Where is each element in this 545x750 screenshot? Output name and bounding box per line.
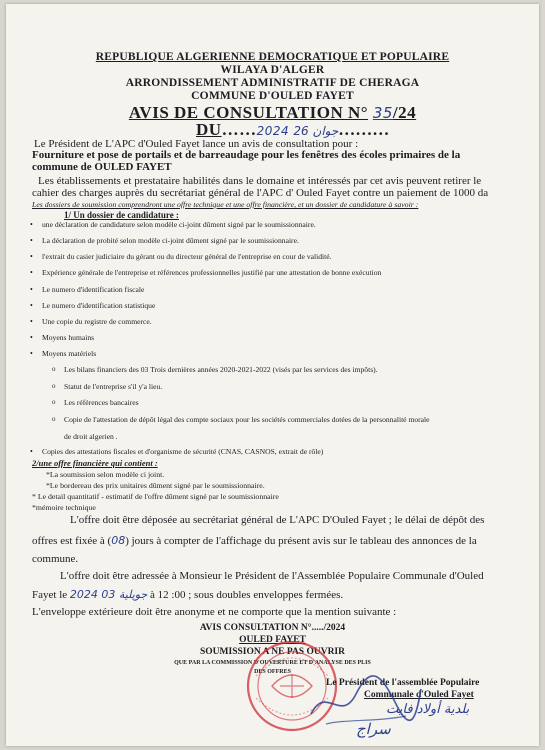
para2-line-2b: ) jours à compter de l'affichage du présent avis sur le tableau des annonces de la bbox=[125, 535, 477, 547]
section1-title: 1/ Un dossier de candidature : bbox=[64, 210, 179, 220]
signature-title-1: Le Président de l'assemblée Populaire bbox=[326, 678, 480, 688]
para3-line-2 bbox=[32, 588, 343, 601]
list-item: • Moyens matériels bbox=[42, 349, 96, 358]
para2-line-1: L'offre doit être déposée au secrétariat général de L'APC D'Ouled Fayet ; le délai de dépôt des bbox=[70, 514, 485, 526]
object-line-2: commune de OULED FAYET bbox=[32, 161, 172, 173]
title-number: 35 bbox=[372, 104, 393, 122]
para3-line-1: L'offre doit être adressée à Monsieur le Président de l'Assemblée Populaire Communale d'Ouled bbox=[60, 570, 484, 582]
sub-list-item: o Statut de l'entreprise s'il y'a lieu. bbox=[64, 382, 162, 391]
mention-line-1: AVIS CONSULTATION N°...../2024 bbox=[199, 623, 346, 633]
offer-item: * Le detail quantitatif - estimatif de l'offre dûment signé par le soumissionnaire bbox=[32, 492, 279, 501]
offer-item: *Le bordereau des prix unitaires dûment signé par le soumissionnaire. bbox=[46, 481, 265, 490]
header-commune: COMMUNE D'OULED FAYET bbox=[191, 90, 354, 102]
para3-line-2a: Fayet le bbox=[32, 589, 68, 601]
header-arrondissement: ARRONDISSEMENT ADMINISTRATIF DE CHERAGA bbox=[125, 77, 420, 89]
handwritten-signature bbox=[306, 664, 426, 734]
mention-line-4: QUE PAR LA COMMISSION D'OUVERTURE ET D'ANALYSE DES PLIS bbox=[174, 660, 371, 666]
intro-text: Le Président de L'APC d'Ouled Fayet lance un avis de consultation pour : bbox=[34, 138, 359, 150]
object-line-1: Fourniture et pose de portails et de barreaudage pour les fenêtres des écoles primaires de la bbox=[32, 149, 461, 161]
signature-title-2: Communale d'Ouled Fayet bbox=[364, 690, 474, 700]
mention-line-5: DES OFFRES bbox=[254, 669, 291, 675]
document-page bbox=[6, 4, 539, 746]
para3-line-2b: à 12 :00 ; sous doubles enveloppes fermées. bbox=[150, 589, 344, 601]
header-republic: REPUBLIQUE ALGERIENNE DEMOCRATIQUE ET POPULAIRE bbox=[95, 51, 450, 63]
mention-line-2: OULED FAYET bbox=[239, 635, 306, 645]
para2-line-3: commune. bbox=[32, 553, 79, 565]
signature-arabic-name: سراج bbox=[356, 720, 391, 738]
list-item: • Copies des attestations fiscales et d'organisme de sécurité (CNAS, CASNOS, extrait de rôle) bbox=[42, 447, 323, 456]
offer-item: *La soumission selon modèle ci joint. bbox=[46, 470, 165, 479]
list-item: • l'extrait du casier judiciaire du gérant ou du directeur général de l'entreprise en cour de validité. bbox=[42, 252, 332, 261]
para2-line-2a: offres est fixée à ( bbox=[32, 535, 112, 547]
title-du-dots: …… bbox=[221, 120, 257, 139]
list-item: • Le numero d'identification fiscale bbox=[42, 285, 144, 294]
header-wilaya: WILAYA D'ALGER bbox=[220, 64, 325, 76]
title-du: DU bbox=[196, 120, 222, 139]
list-item: • Expérience générale de l'entreprise et références professionnelles justifié par une attestation de bonne exécution bbox=[42, 268, 381, 277]
para1-line-2: cahier des charges auprès du secrétariat général de l'APC d' Ouled Fayet contre un paiement de 1000 da bbox=[32, 187, 489, 199]
deadline-days: 08 bbox=[111, 534, 126, 547]
dossier-note: Les dossiers de soumission comprendront une offre technique et une offre financière, et un dossier de candidature à savoir : bbox=[32, 200, 419, 209]
list-item: • La déclaration de probité selon modèle ci-joint dûment signé par le soumissionnaire. bbox=[42, 236, 299, 245]
title-prefix: AVIS DE CONSULTATION N° bbox=[128, 103, 369, 122]
sub-list-item-continuation: de droit algerien . bbox=[64, 432, 118, 441]
deposit-date: 2024 جويلية 03 bbox=[69, 588, 148, 601]
signature-arabic-commune: بلدية أولاد فايت bbox=[386, 702, 470, 717]
title-du-trail: ……… bbox=[338, 120, 390, 139]
title-date: 2024 جوان 26 bbox=[256, 124, 339, 138]
list-item: • Moyens humains bbox=[42, 333, 94, 342]
offer-item: *mémoire technique bbox=[32, 503, 96, 512]
para1-line-1: Les établissements et prestataire habilités dans le domaine et intéressés par cet avis peuvent retirer le bbox=[38, 175, 482, 187]
para4-text: L'enveloppe extérieure doit être anonyme et ne comporte que la mention suivante : bbox=[32, 606, 397, 618]
list-item: • Le numero d'identification statistique bbox=[42, 301, 155, 310]
section2-title: 2/une offre financière qui contient : bbox=[32, 458, 158, 468]
para2-line-2 bbox=[32, 534, 477, 547]
mention-line-3: SOUMISSION A NE PAS OUVRIR bbox=[200, 647, 345, 657]
sub-list-item: o Copie de l'attestation de dépôt légal des compte sociaux pour les sociétés commerciales dotées de la personnalité morale bbox=[64, 415, 430, 424]
list-item: • une déclaration de candidature selon modèle ci-joint dûment signé par le soumissionnaire. bbox=[42, 220, 316, 229]
title-suffix: /24 bbox=[392, 103, 417, 122]
title-date-line bbox=[196, 120, 389, 140]
sub-list-item: o Les bilans financiers des 03 Trois dernières années 2020-2021-2022 (visés par les services des impôts). bbox=[64, 365, 378, 374]
list-item: • Une copie du registre de commerce. bbox=[42, 317, 152, 326]
sub-list-item: o Les références bancaires bbox=[64, 398, 139, 407]
